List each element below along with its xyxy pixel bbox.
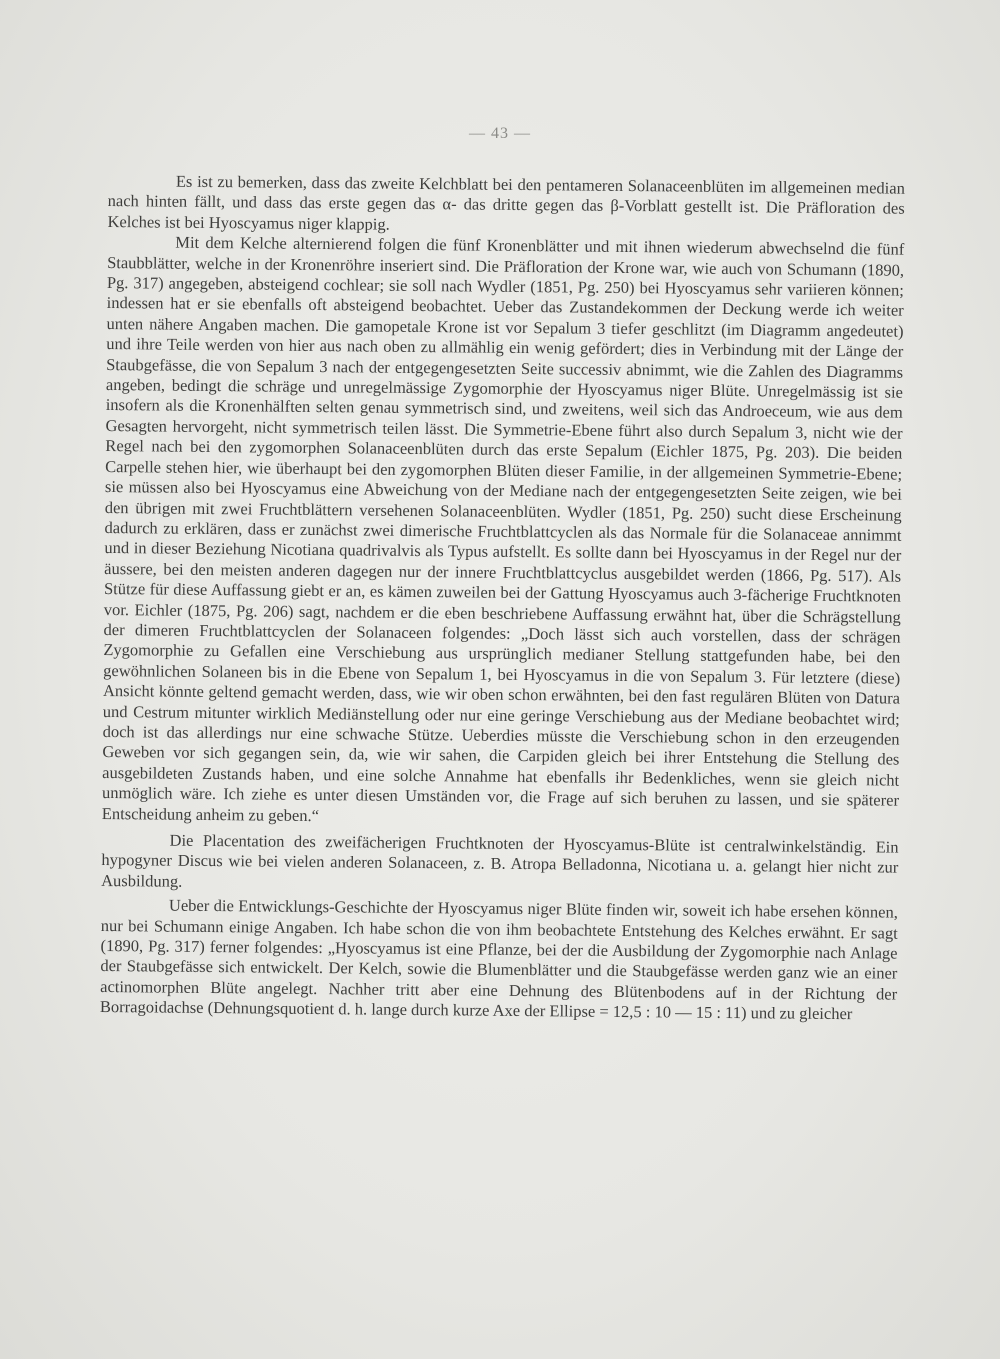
paragraph-corolla: Mit dem Kelche alternierend folgen die fünf Kronenblätter und mit ihnen wiederum abwechselnd die fünf Staubblätter, welche in der Kronenröhre inseriert sind. Die Präfloration der Krone war, wie auch von Schumann (1890, Pg. 317) angegeben, absteigend cochlear; sie soll nach Wydler (1851, Pg. 250) bei Hyoscyamus sehr variieren können; indessen hat er sie ebenfalls oft absteigend beobachtet. Ueber das Zustandekommen der Deckung werde ich weiter unten nähere Angaben machen. Die gamopetale Krone ist vor Sepalum 3 tiefer geschlitzt (im Diagramm angedeutet) und ihre Teile werden von hier aus nach oben zu allmählig ein wenig gefördert; dies in Verbindung mit der Länge der Staubgefässe, die von Sepalum 3 nach der entgegengesetzten Seite successiv abnimmt, wie die Zahlen des Diagramms angeben, bedingt die schräge und unregelmässige Zygomorphie der Hyoscyamus niger Blüte. Unregelmässig ist sie insofern als die Kronenhälften selten genau symmetrisch sind, und zweitens, weil sich das Androeceum, wie aus dem Gesagten hervorgeht, nicht symmetrisch teilen lässt. Die Symmetrie-Ebene führt also durch Sepalum 3, nicht wie der Regel nach bei den zygomorphen Solanaceenblüten durch das erste Sepalum (Eichler 1875, Pg. 203). Die beiden Carpelle stehen hier, wie überhaupt bei den zygomorphen Blüten dieser Familie, in der allgemeinen Symmetrie-Ebene; sie müssen also bei Hyoscyamus eine Abweichung von der Mediane nach der entgegengesetzten Seite zeigen, wie bei den übrigen mit zwei Fruchtblättern versehenen Solanaceenblüten. Wydler (1851, Pg. 250) sucht diese Erscheinung dadurch zu erklären, dass er zunächst zwei dimerische Fruchtblattcyclen als das Normale für die Solanaceae annimmt und in dieser Beziehung Nicotiana quadrivalvis als Typus aufstellt. Es sollte dann bei Hyoscyamus in der Regel nur der äussere, bei den meisten anderen dagegen nur der innere Fruchtblattcyclus ausgebildet werden (1866, Pg. 517). Als Stütze für diese Auffassung giebt er an, es kämen zuweilen bei der Gattung Hyoscyamus auch 3-fächerige Fruchtknoten vor. Eichler (1875, Pg. 206) sagt, nachdem er die eben beschriebene Auffassung erwähnt hat, über die Schrägstellung der dimeren Fruchtblattcyclen der Solanaceen folgendes: „Doch lässt sich auch vorstellen, dass der schrägen Zygomorphie zu Gefallen eine Verschiebung aus ursprünglich medianer Stellung stattgefunden habe, bei den gewöhnlichen Solaneen bis in die Ebene von Sepalum 1, bei Hyoscyamus in die von Sepalum 3. Für letztere (diese) Ansicht könnte geltend gemacht werden, dass, wie wir oben schon erwähnten, bei den fast regulären Blüten von Datura und Cestrum mitunter wirklich Mediänstellung oder nur eine geringe Verschiebung aus der Mediane beobachtet wird; doch ist das allerdings nur eine schwache Stütze. Ueberdies müsste die Verschiebung schon in den erzeugenden Geweben vor sich gegangen sein, da, wie wir sahen, die Carpiden gleich bei ihrer Entstehung die Stellung des ausgebildeten Zustands haben, und eine solche Annahme hat ebenfalls ihr Bedenkliches, wenn sie gleich nicht unmöglich wäre. Ich ziehe es unter diesen Umständen vor, die Frage auf sich beruhen zu lassen, und sie späterer Entscheidung anheim zu geben.“ (101, 232, 905, 825)
paragraph-development: Ueber die Entwicklungs-Geschichte der Hyoscyamus niger Blüte finden wir, soweit ich habe ersehen können, nur bei Schumann einige Angaben. Ich habe schon die von ihm beobachtete Entstehung des Kelches erwähnt. Er sagt (1890, Pg. 317) ferner folgendes: „Hyoscyamus ist eine Pflanze, bei der die Ausbildung der Zygomorphie nach Anlage der Staubgefässe sich entwickelt. Der Kelch, sowie die Blumenblätter und die Staubgefässe werden ganz wie an einer actinomorphen Blüte angelegt. Nachher tritt aber eine Dehnung des Blütenbodens auf in der Richtung der Borragoidachse (Dehnungsquotient d. h. lange durch kurze Axe der Ellipse = 12,5 : 10 — 15 : 11) und zu gleicher (99, 895, 899, 1024)
paragraph-placentation: Die Placentation des zweifächerigen Fruchtknoten der Hyoscyamus-Blüte ist centralwinkelständig. Ein hypogyner Discus wie bei vielen anderen Solanaceen, z. B. Atropa Belladonna, Nicotiana u. a. gelangt hier nicht zur Ausbildung. (101, 830, 899, 891)
page-number: — 43 — (469, 125, 531, 142)
paragraph-calyx: Es ist zu bemerken, dass das zweite Kelchblatt bei den pentameren Solanaceenblüten im allgemeinen median nach hinten fällt, und dass das erste gegen das α- das dritte gegen das β-Vorblatt gestellt ist. Die Präfloration des Kelches ist bei Hyoscyamus niger klappig. (107, 171, 905, 234)
body-text (100, 171, 905, 1025)
